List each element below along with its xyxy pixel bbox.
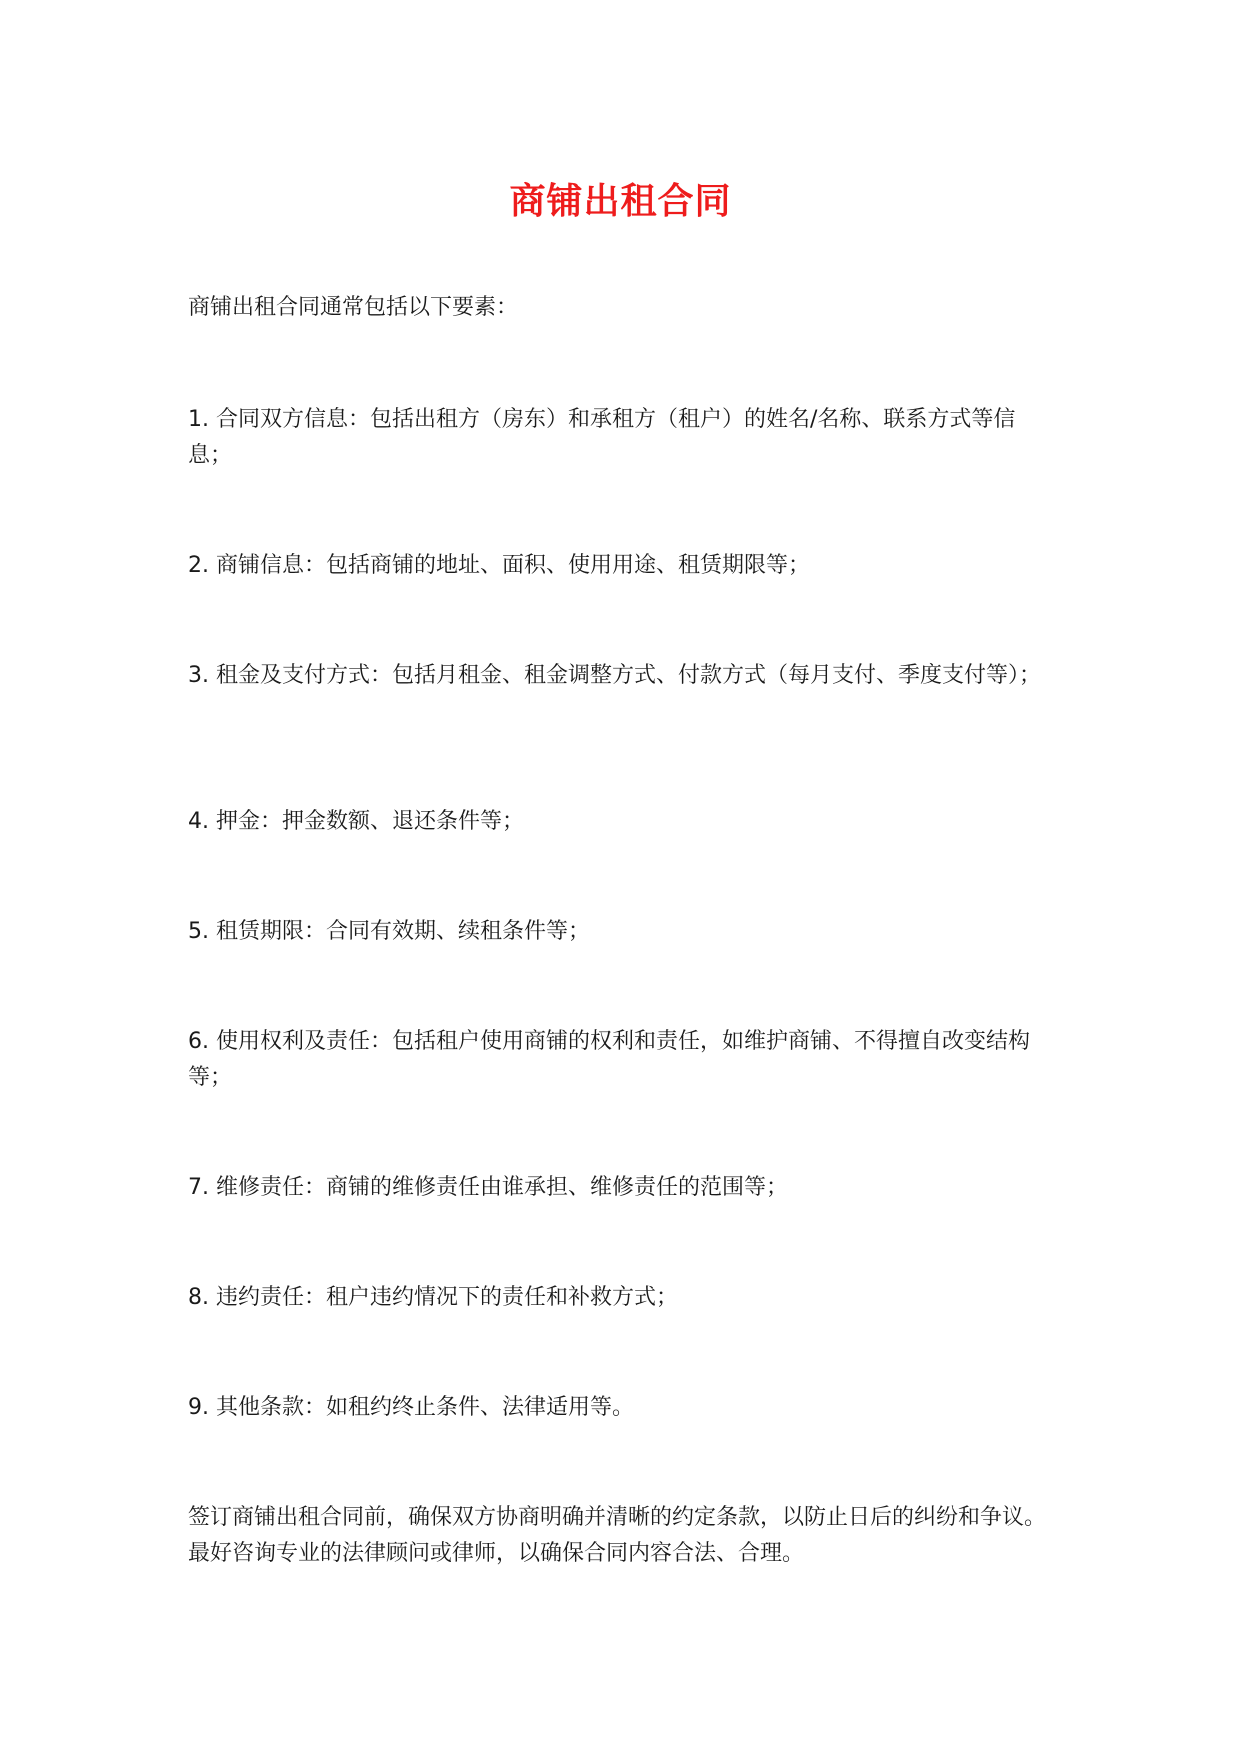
list-item-5: 5. 租赁期限：合同有效期、续租条件等； xyxy=(188,919,590,944)
list-item-2: 2. 商铺信息：包括商铺的地址、面积、使用用途、租赁期限等； xyxy=(188,553,810,578)
closing-paragraph: 签订商铺出租合同前，确保双方协商明确并清晰的约定条款，以防止日后的纠纷和争议。最好咨询专业的法律顾问或律师，以确保合同内容合法、合理。 xyxy=(188,1505,1047,1566)
list-item-3: 3. 租金及支付方式：包括月租金、租金调整方式、付款方式（每月支付、季度支付等）； xyxy=(188,663,1041,688)
list-item-9: 9. 其他条款：如租约终止条件、法律适用等。 xyxy=(188,1395,634,1420)
list-item-1: 1. 合同双方信息：包括出租方（房东）和承租方（租户）的姓名/名称、联系方式等信息； xyxy=(188,407,1016,468)
list-item-6: 6. 使用权利及责任：包括租户使用商铺的权利和责任，如维护商铺、不得擅自改变结构等； xyxy=(188,1029,1030,1090)
list-item-4: 4. 押金：押金数额、退还条件等； xyxy=(188,809,524,834)
list-item-8: 8. 违约责任：租户违约情况下的责任和补救方式； xyxy=(188,1285,678,1310)
intro-paragraph: 商铺出租合同通常包括以下要素： xyxy=(188,295,519,320)
list-item-7: 7. 维修责任：商铺的维修责任由谁承担、维修责任的范围等； xyxy=(188,1175,788,1200)
document-title: 商铺出租合同 xyxy=(509,181,732,222)
